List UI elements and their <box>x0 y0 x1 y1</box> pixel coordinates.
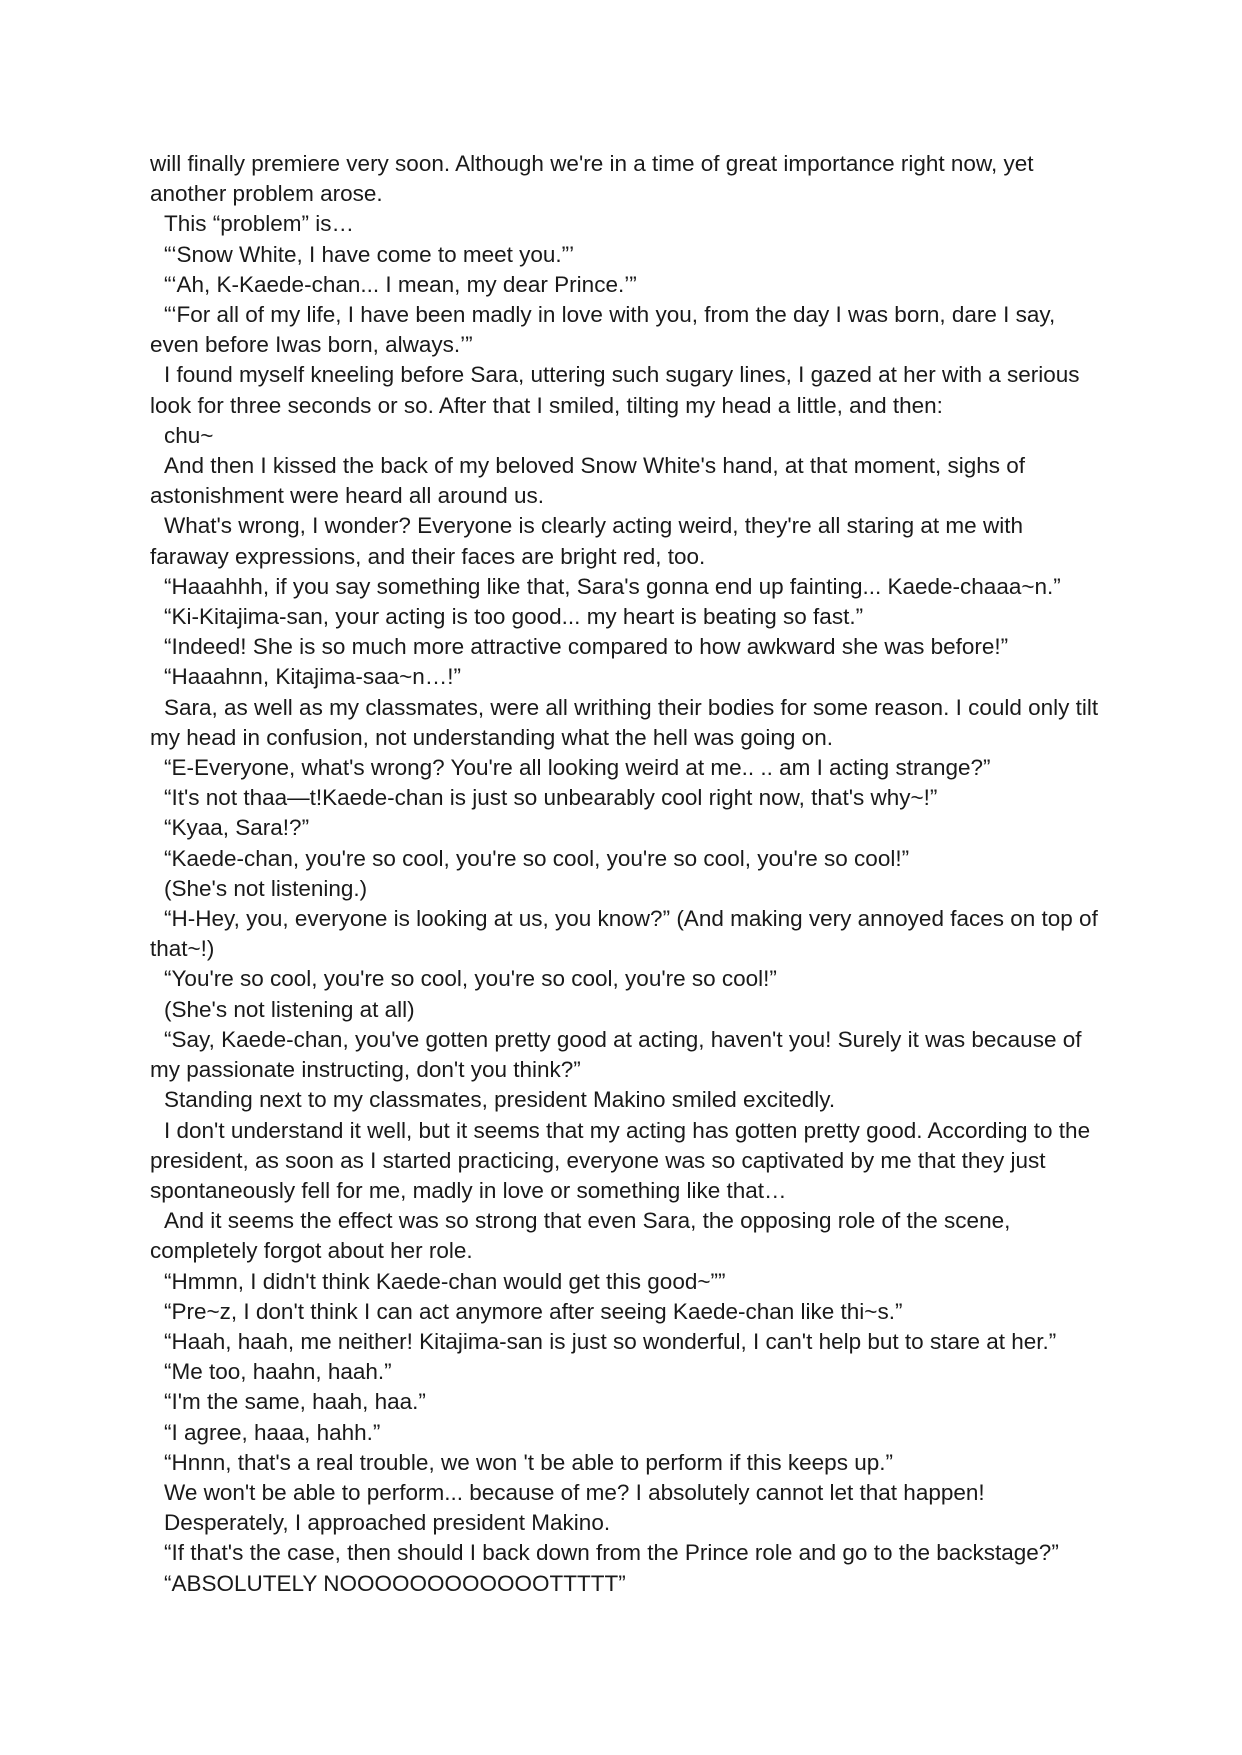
paragraph: “I'm the same, haah, haa.” <box>164 1389 426 1415</box>
paragraph: “Say, Kaede-chan, you've gotten pretty good at acting, haven't you! Surely it was because of my passionate instructing, don't you think?” <box>150 1026 1088 1083</box>
paragraph: “Kaede-chan, you're so cool, you're so cool, you're so cool, you're so cool!” <box>164 845 910 871</box>
paragraph: And then I kissed the back of my beloved Snow White's hand, at that moment, sighs of astonishment were heard all around us. <box>150 453 1032 509</box>
paragraph: Desperately, I approached president Makino. <box>164 1510 611 1536</box>
paragraph: “Indeed! She is so much more attractive compared to how awkward she was before!” <box>164 634 1009 660</box>
paragraph: “Haaahnn, Kitajima-saa~n…!” <box>164 664 462 690</box>
document-page <box>150 149 1105 1599</box>
paragraph: “Kyaa, Sara!?” <box>164 815 310 841</box>
paragraph: “Hnnn, that's a real trouble, we won 't be able to perform if this keeps up.” <box>164 1449 893 1475</box>
paragraph: “Ki-Kitajima-san, your acting is too good... my heart is beating so fast.” <box>164 604 864 630</box>
paragraph: “You're so cool, you're so cool, you're so cool, you're so cool!” <box>164 966 777 992</box>
paragraph: I don't understand it well, but it seems that my acting has gotten pretty good. According to the president, as soon as I started practicing, everyone was so captivated by me that they just spontaneously fell for me, madly in love or something like that… <box>150 1117 1097 1203</box>
paragraph: “E-Everyone, what's wrong? You're all looking weird at me.. .. am I acting strange?” <box>164 755 991 781</box>
paragraph: “It's not thaa—t!Kaede-chan is just so unbearably cool right now, that's why~!” <box>164 785 938 811</box>
paragraph: Standing next to my classmates, president Makino smiled excitedly. <box>164 1087 836 1113</box>
paragraph: “Pre~z, I don't think I can act anymore after seeing Kaede-chan like thi~s.” <box>164 1298 903 1324</box>
paragraph: “ABSOLUTELY NOOOOOOOOOOOOTTTTT” <box>164 1570 626 1596</box>
paragraph: “Hmmn, I didn't think Kaede-chan would get this good~”” <box>164 1268 726 1294</box>
paragraph: I found myself kneeling before Sara, uttering such sugary lines, I gazed at her with a serious look for three seconds or so. After that I smiled, tilting my head a little, and then: <box>150 362 1086 418</box>
paragraph: And it seems the effect was so strong that even Sara, the opposing role of the scene, completely forgot about her role. <box>150 1208 1017 1264</box>
paragraph: “If that's the case, then should I back down from the Prince role and go to the backstage?” <box>164 1540 1059 1566</box>
paragraph: We won't be able to perform... because of me? I absolutely cannot let that happen! <box>164 1479 985 1505</box>
paragraph: will finally premiere very soon. Although we're in a time of great importance right now, yet another problem arose. <box>150 151 1040 207</box>
paragraph: What's wrong, I wonder? Everyone is clearly acting weird, they're all staring at me with faraway expressions, and their faces are bright red, too. <box>150 513 1030 569</box>
paragraph: “Haaahhh, if you say something like that, Sara's gonna end up fainting... Kaede-chaaa~n.” <box>164 573 1061 599</box>
paragraph: “‘For all of my life, I have been madly in love with you, from the day I was born, dare I say, even before Iwas born, always.’” <box>150 302 1062 358</box>
paragraph: Sara, as well as my classmates, were all writhing their bodies for some reason. I could only tilt my head in confusion, not understanding what the hell was going on. <box>150 694 1105 750</box>
paragraph: “‘Ah, K-Kaede-chan... I mean, my dear Prince.’” <box>164 271 637 297</box>
paragraph: chu~ <box>164 422 214 448</box>
paragraph: “H-Hey, you, everyone is looking at us, you know?” (And making very annoyed faces on top of that~!) <box>150 906 1105 962</box>
paragraph: “‘Snow White, I have come to meet you.”’ <box>164 241 575 267</box>
paragraph: This “problem” is… <box>164 211 355 237</box>
paragraph: (She's not listening.) <box>164 875 368 901</box>
paragraph: “I agree, haaa, hahh.” <box>164 1419 381 1445</box>
paragraph: “Me too, haahn, haah.” <box>164 1359 392 1385</box>
paragraph: (She's not listening at all) <box>164 996 415 1022</box>
paragraph: “Haah, haah, me neither! Kitajima-san is just so wonderful, I can't help but to stare at her.” <box>164 1328 1057 1354</box>
